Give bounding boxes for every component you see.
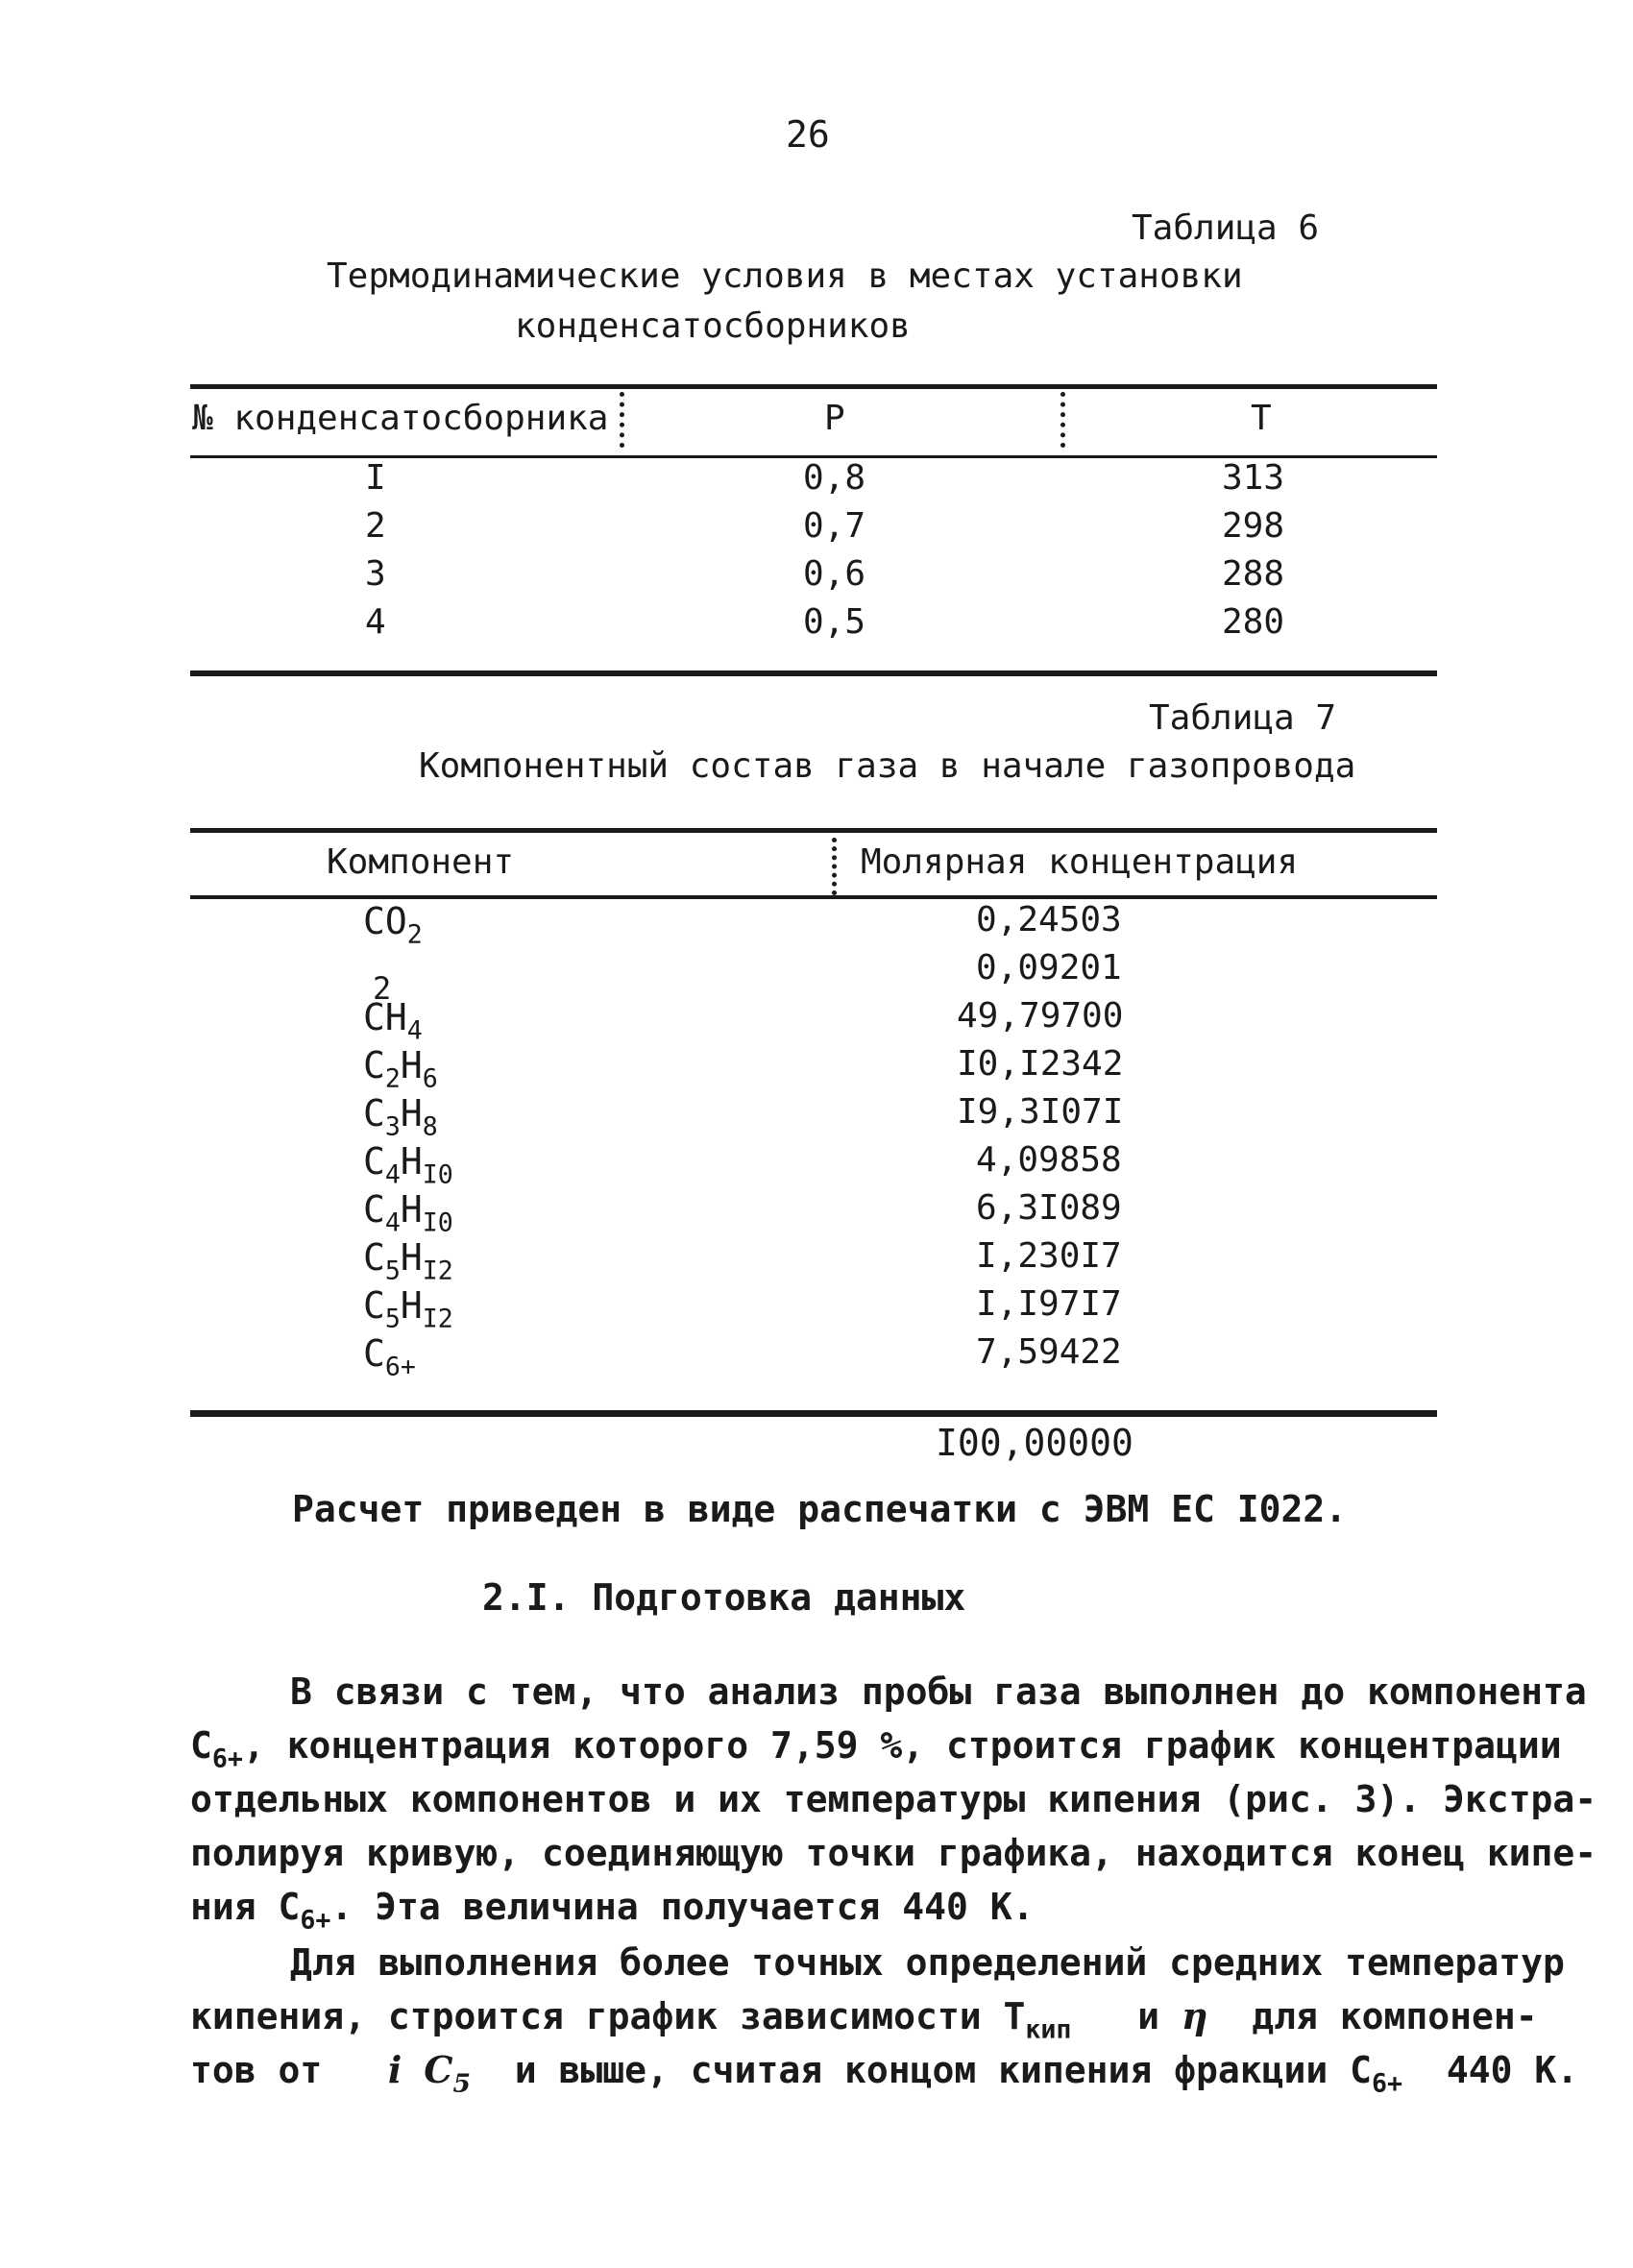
table6-label: Таблица 6: [1132, 208, 1320, 248]
table6-top-rule: [190, 384, 1437, 389]
paragraph1-line3: отдельных компонентов и их температуры кипения (рис. 3). Экстра-: [190, 1778, 1597, 1820]
paragraph1-line4: полируя кривую, соединяющую точки графика, находится конец кипе-: [190, 1832, 1597, 1874]
table7-cell-value: 0,24503: [976, 900, 1122, 939]
table6-title-line1: Термодинамические условия в местах установки: [327, 256, 1243, 296]
table7-cell-component: $C_5H_{I2}$: [363, 1236, 453, 1286]
table7-total: I00,00000: [936, 1422, 1133, 1464]
table7-cell-value: 7,59422: [976, 1332, 1122, 1372]
table7-title: Компонентный состав газа в начале газопровода: [419, 746, 1356, 786]
paragraph1-line5: ния $C_{6+}$. Эта величина получается 440 К.: [190, 1886, 1035, 1936]
table7-cell-component: $C_2H_6$: [363, 1044, 438, 1094]
table7-cell-component: $CH_4$: [363, 996, 423, 1046]
table6-cell-p: 0,6: [803, 554, 866, 594]
page-number: 26: [786, 113, 830, 156]
table7-header-concentration: Молярная концентрация: [861, 842, 1299, 882]
table6-cell-number: 4: [365, 602, 386, 642]
table6-cell-t: 288: [1222, 554, 1285, 594]
table7-top-rule: [190, 828, 1437, 833]
table7-header-component: Компонент: [327, 842, 515, 882]
table7-cell-component: $C_{6+}$: [363, 1332, 416, 1382]
table6-cell-t: 298: [1222, 506, 1285, 546]
table7-cell-value: 49,79700: [957, 996, 1124, 1036]
paragraph1-line2: $C_{6+}$, концентрация которого 7,59 %, строится график концентрации: [190, 1724, 1562, 1774]
table7-cell-value: 6,3I089: [976, 1188, 1122, 1228]
table7-separator: [832, 838, 837, 895]
table6-cell-t: 280: [1222, 602, 1285, 642]
table7-label: Таблица 7: [1149, 698, 1337, 738]
table6-cell-t: 313: [1222, 458, 1285, 498]
table6-title-line2: конденсатосборников: [515, 306, 911, 346]
table7-cell-value: I9,3I07I: [957, 1092, 1124, 1132]
table7-cell-component: $C_4H_{I0}$: [363, 1188, 453, 1238]
table6-header-p: P: [824, 399, 845, 438]
table6-separator-1: [620, 392, 624, 448]
table6-header-t: T: [1251, 399, 1272, 438]
table7-bottom-rule: [190, 1410, 1437, 1417]
table7-cell-value: I,I97I7: [976, 1284, 1122, 1324]
table7-cell-component: $C_3H_8$: [363, 1092, 438, 1142]
table7-cell-value: I0,I2342: [957, 1044, 1124, 1084]
table7-cell-value: I,230I7: [976, 1236, 1122, 1276]
table7-cell-component: 2: [373, 970, 392, 1007]
table6-bottom-rule: [190, 671, 1437, 676]
table7-cell-component: $CO_2$: [363, 900, 423, 950]
table7-cell-value: 4,09858: [976, 1140, 1122, 1180]
section-title: 2.I. Подготовка данных: [482, 1576, 966, 1619]
paragraph2-line1: Для выполнения более точных определений средних температур: [290, 1941, 1565, 1984]
table6-cell-p: 0,8: [803, 458, 866, 498]
table7-cell-value: 0,09201: [976, 948, 1122, 988]
table6-separator-2: [1060, 392, 1065, 448]
table6-cell-number: 3: [365, 554, 386, 594]
paragraph2-line2: кипения, строится график зависимости $T_{кип}$ и η для компонен-: [190, 1994, 1538, 2045]
table6-header-number: № конденсатосборника: [192, 399, 609, 438]
paragraph1-line1: В связи с тем, что анализ пробы газа выполнен до компонента: [290, 1671, 1587, 1713]
table6-cell-p: 0,5: [803, 602, 866, 642]
computation-note: Расчет приведен в виде распечатки с ЭВМ ЕС I022.: [292, 1488, 1348, 1530]
table6-cell-number: 2: [365, 506, 386, 546]
paragraph2-line3: тов от i $C_5$ и выше, считая концом кипения фракции $C_{6+}$ 440 К.: [190, 2048, 1579, 2099]
table6-cell-p: 0,7: [803, 506, 866, 546]
table7-cell-component: $C_5H_{I2}$: [363, 1284, 453, 1334]
table6-cell-number: I: [365, 458, 386, 498]
table7-cell-component: $C_4H_{I0}$: [363, 1140, 453, 1190]
